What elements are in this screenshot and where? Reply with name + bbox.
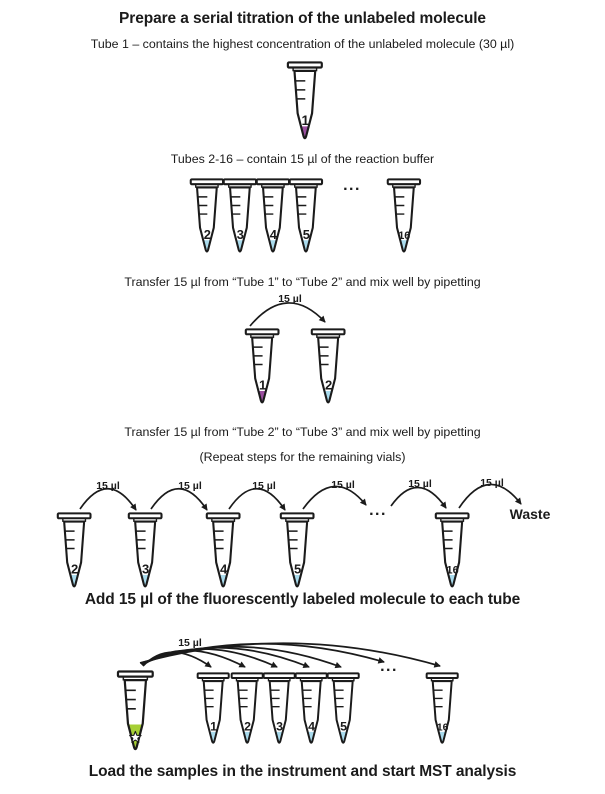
tube-5 (287, 178, 325, 257)
tube-number: 4 (307, 719, 315, 734)
step5-heading: Add 15 µl of the fluorescently labeled molecule to each tube (84, 591, 521, 608)
tube-5 (325, 672, 361, 748)
tube-number: 3 (275, 719, 283, 734)
tube-2 (309, 328, 347, 408)
step6-heading: Load the samples in the instrument and start MST analysis (88, 763, 517, 780)
tube-number: 5 (293, 561, 302, 577)
ellipsis: ... (380, 658, 398, 675)
labeled-molecule-tube (115, 670, 156, 755)
tube-4 (293, 672, 329, 748)
tube-number: 5 (339, 719, 347, 734)
step4-description: Transfer 15 µl from “Tube 2” to “Tube 3” and mix well by pipetting (124, 425, 481, 439)
page-title: Prepare a serial titration of the unlabeled molecule (119, 10, 486, 27)
volume-label: 15 µl (278, 293, 302, 305)
tube-16 (424, 672, 460, 748)
transfer-arrow-1-2 (230, 284, 350, 334)
tube-1 (243, 328, 281, 408)
tube-number: 2 (243, 719, 251, 734)
tube-number: 1 (258, 377, 267, 393)
volume-label: 15 µl (178, 480, 202, 492)
waste-label: Waste (509, 506, 551, 522)
labeled-molecule-arrows (110, 630, 480, 676)
tube-16 (385, 178, 423, 257)
tube-number: 16 (446, 564, 459, 577)
tube-16 (433, 512, 471, 592)
tube-number: 2 (70, 561, 79, 577)
volume-label: 15 µl (252, 480, 276, 492)
tube-number: 5 (302, 226, 310, 242)
tube-number: 16 (398, 229, 411, 242)
tube-number: 4 (269, 226, 277, 242)
tube-number: 3 (236, 226, 244, 242)
step3-description: Transfer 15 µl from “Tube 1” to “Tube 2” and mix well by pipetting (124, 275, 481, 289)
ellipsis: ... (343, 177, 361, 194)
tube-1 (285, 61, 325, 144)
tube-number: 1 (301, 113, 310, 129)
tube-1 (195, 672, 231, 748)
volume-label: 15 µl (408, 478, 432, 490)
tube-number: 16 (436, 722, 449, 734)
volume-label: 15 µl (331, 479, 355, 491)
tube-number: 1 (209, 719, 217, 734)
tube-2 (55, 512, 93, 592)
tube-number: 2 (203, 226, 211, 242)
tube-2 (229, 672, 265, 748)
volume-label: 15 µl (178, 637, 202, 649)
tube-3 (261, 672, 297, 748)
tube-5 (278, 512, 316, 592)
tube-3 (126, 512, 164, 592)
step4-note: (Repeat steps for the remaining vials) (199, 450, 406, 464)
step2-description: Tubes 2-16 – contain 15 µl of the reaction buffer (170, 152, 435, 166)
tube-number: 4 (219, 561, 228, 577)
tube-4 (204, 512, 242, 592)
volume-label: 15 µl (480, 477, 504, 489)
step1-description: Tube 1 – contains the highest concentration of the unlabeled molecule (30 µl) (90, 37, 515, 51)
ellipsis: ... (369, 502, 387, 519)
volume-label: 15 µl (96, 480, 120, 492)
tube-number: 3 (141, 561, 150, 577)
tube-number: 2 (324, 377, 333, 393)
